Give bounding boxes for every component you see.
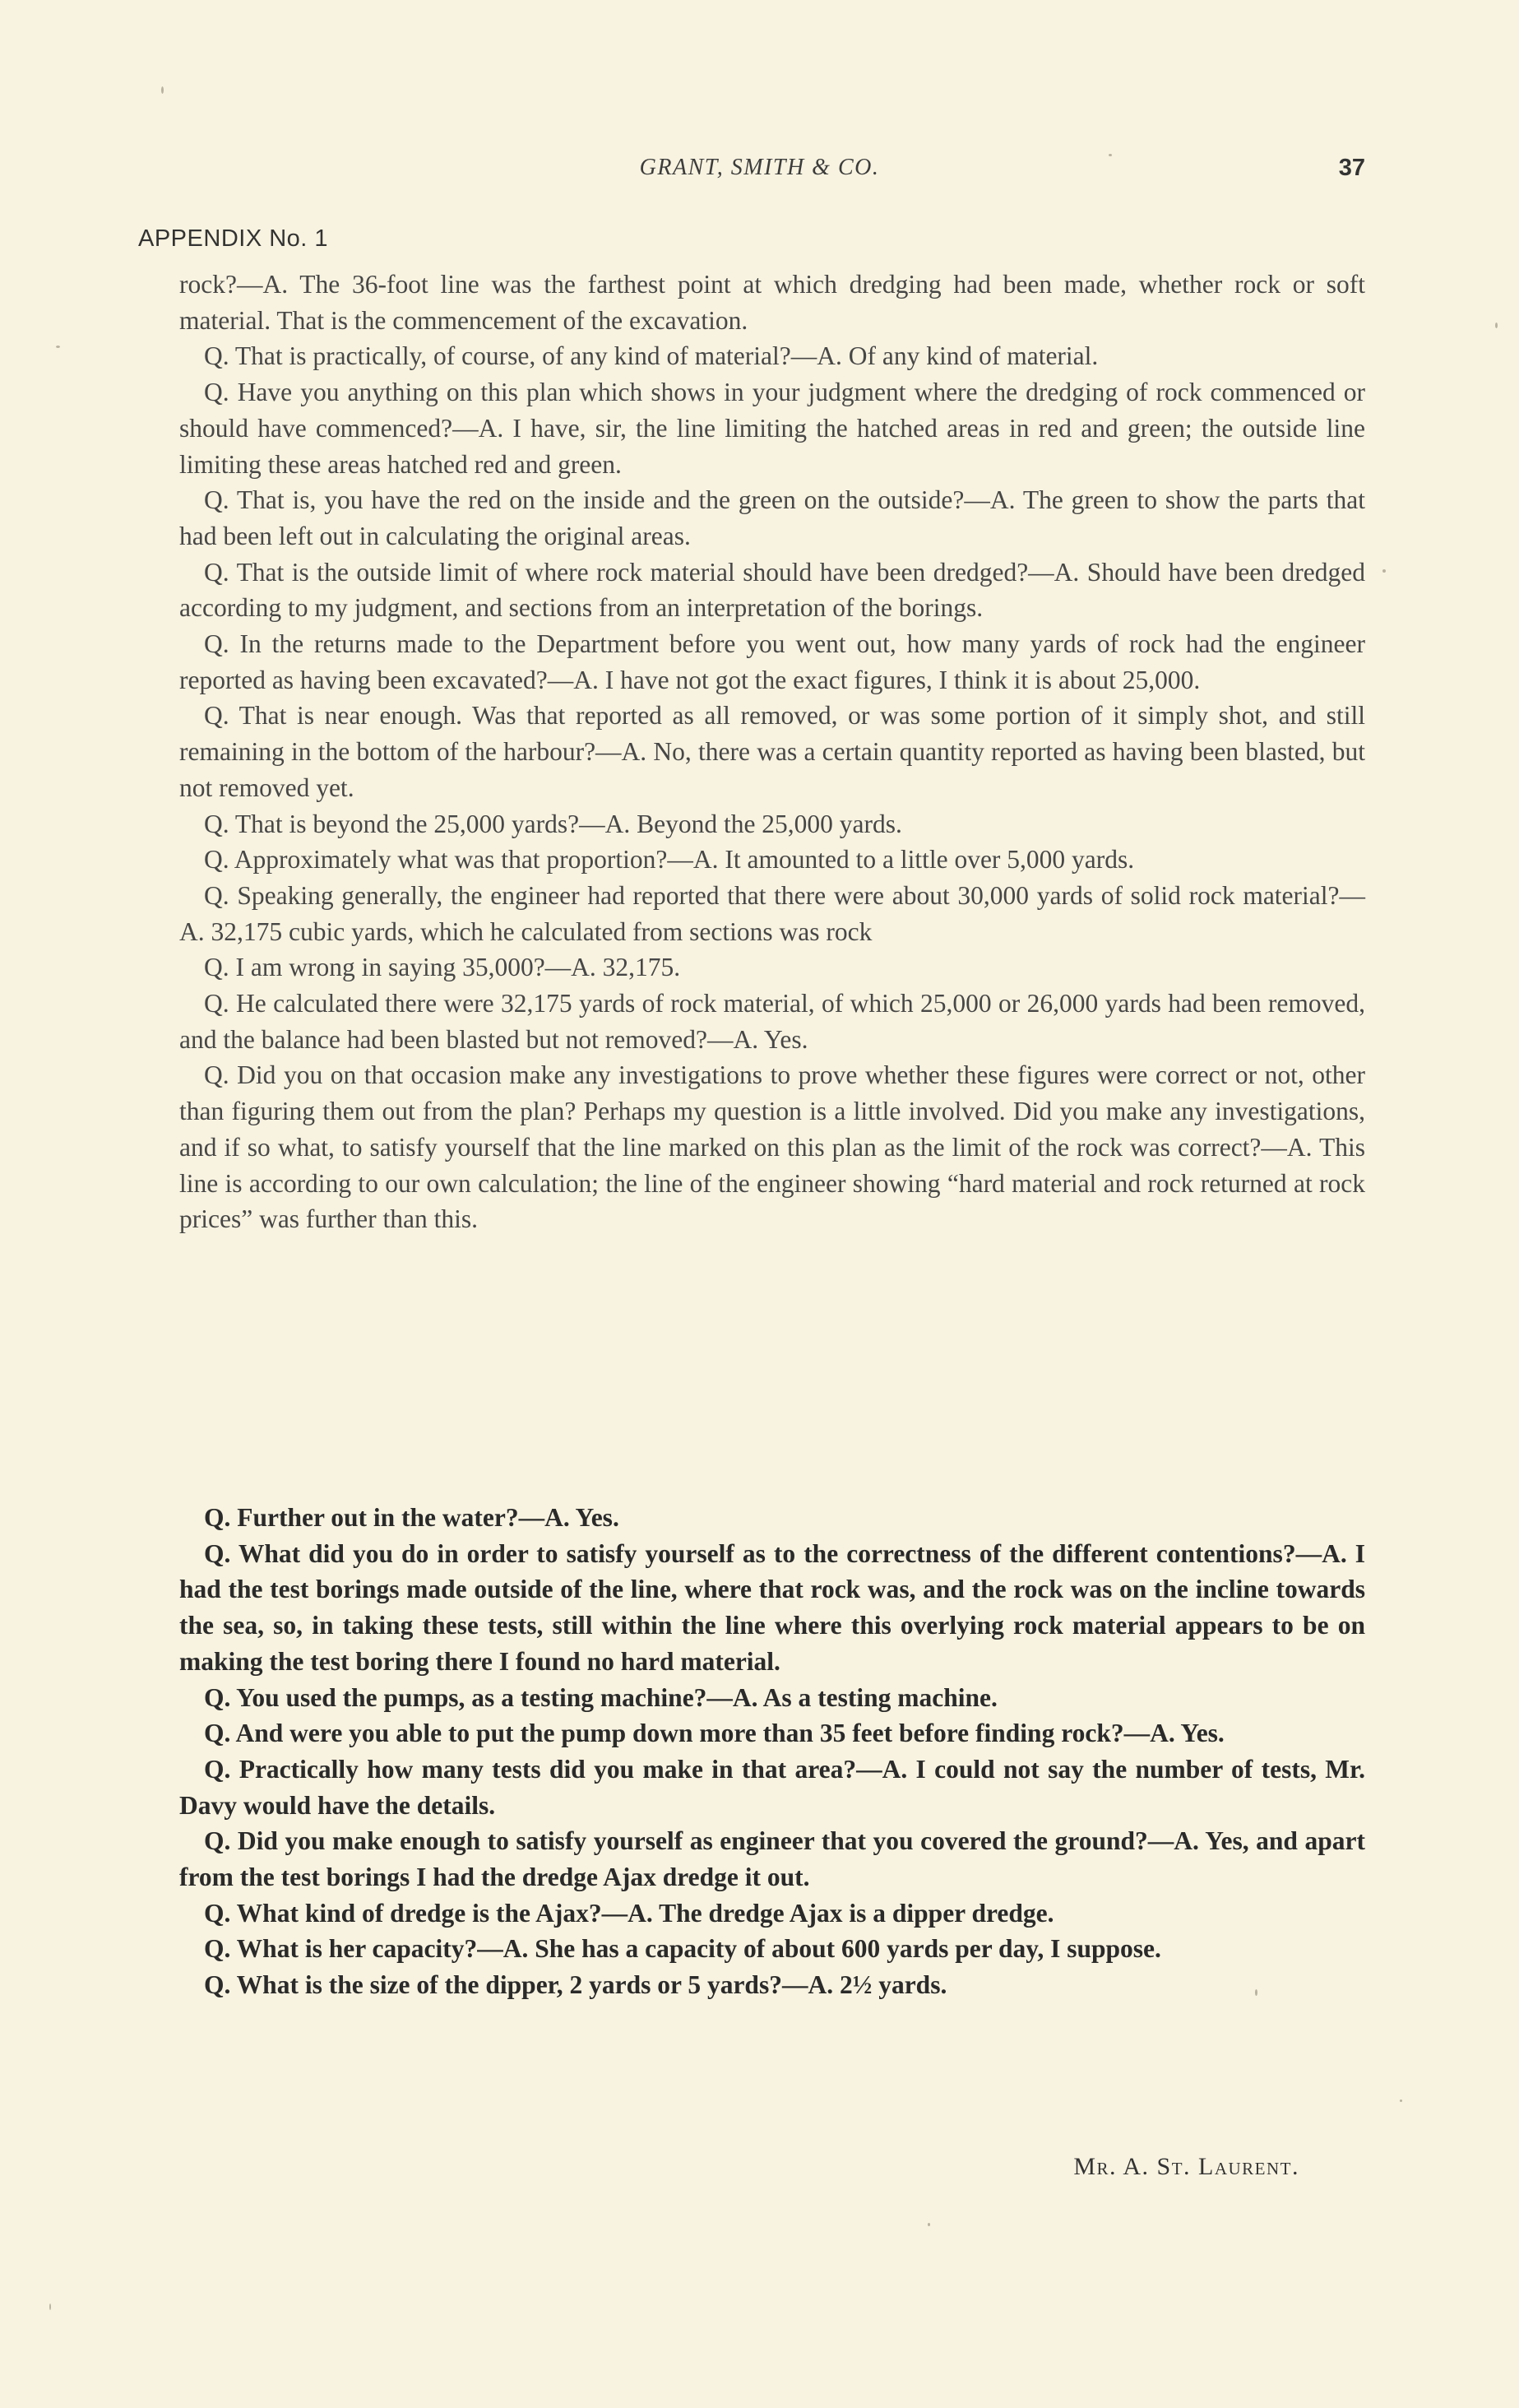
paper-speck [56, 346, 60, 348]
paper-speck [161, 86, 164, 94]
paper-speck [1400, 2099, 1402, 2102]
paragraph: Q. You used the pumps, as a testing machine?—A. As a testing machine. [204, 1682, 998, 1712]
running-header [0, 155, 1519, 188]
paragraph: Q. That is, you have the red on the inside and the green on the outside?—A. The green to show the parts that had been left out in calculating the original areas. [179, 485, 1365, 550]
paragraph: Q. That is the outside limit of where rock material should have been dredged?—A. Should have been dredged according to my judgment, and sections from an interpretation of the borings. [179, 557, 1365, 623]
paragraph: Q. Approximately what was that proportion?—A. It amounted to a little over 5,000 yards. [204, 845, 1135, 875]
paper-speck [928, 2223, 930, 2226]
paragraph: Q. Did you make enough to satisfy yourself as engineer that you covered the ground?—A. Yes, and apart from the test borings I had the dredge Ajax dredge it out. [179, 1826, 1365, 1892]
paper-speck [1495, 322, 1498, 328]
paragraph: Q. What kind of dredge is the Ajax?—A. The dredge Ajax is a dipper dredge. [204, 1898, 1054, 1928]
paragraph: Q. Speaking generally, the engineer had reported that there were about 30,000 yards of solid rock material?—A. 32,175 cubic yards, which he calculated from sections was rock [179, 880, 1365, 946]
paragraph: Q. Practically how many tests did you make in that area?—A. I could not say the number of tests, Mr. Davy would have the details. [179, 1754, 1365, 1820]
paragraph: Q. What is her capacity?—A. She has a capacity of about 600 yards per day, I suppose. [204, 1934, 1161, 1964]
paragraph: Q. Further out in the water?—A. Yes. [204, 1503, 619, 1532]
paragraph: Q. What is the size of the dipper, 2 yards or 5 yards?—A. 2½ yards. [204, 1970, 947, 2000]
paragraph: Q. That is beyond the 25,000 yards?—A. Beyond the 25,000 yards. [204, 809, 902, 838]
paper-speck [1109, 154, 1112, 156]
witness-signature: Mr. A. St. Laurent. [1073, 2153, 1299, 2180]
appendix-label: APPENDIX No. 1 [138, 225, 329, 252]
page-number: 37 [1338, 155, 1365, 181]
testimony-body-bold [179, 1500, 1365, 2003]
paragraph: Q. In the returns made to the Department before you went out, how many yards of rock had the engineer reported as having been excavated?—A. I have not got the exact figures, I think it is about 25,000. [179, 629, 1365, 694]
paragraph: Q. What did you do in order to satisfy yourself as to the correctness of the different contentions?—A. I had the test borings made outside of the line, where that rock was, and the rock was on the incline towards the sea, so, in taking these tests, still within the line where this overlying rock material appears to be on making the test boring there I found no hard material. [179, 1538, 1365, 1676]
paragraph: Q. I am wrong in saying 35,000?—A. 32,175. [204, 953, 681, 982]
paragraph: Q. Have you anything on this plan which shows in your judgment where the dredging of rock commenced or should have commenced?—A. I have, sir, the line limiting the hatched areas in red and green; the outside line limiting these areas hatched red and green. [179, 378, 1365, 479]
paragraph: Q. And were you able to put the pump down more than 35 feet before finding rock?—A. Yes. [204, 1719, 1225, 1748]
paper-speck [49, 2304, 51, 2310]
paper-speck [1255, 1989, 1257, 1996]
running-title: GRANT, SMITH & CO. [639, 155, 880, 180]
testimony-body-regular [179, 267, 1365, 1237]
paragraph: Q. He calculated there were 32,175 yards of rock material, of which 25,000 or 26,000 yards had been removed, and the balance had been blasted but not removed?—A. Yes. [179, 989, 1365, 1054]
paragraph: Q. That is near enough. Was that reported as all removed, or was some portion of it simply shot, and still remaining in the bottom of the harbour?—A. No, there was a certain quantity reported as having been blasted, but not removed yet. [179, 701, 1365, 802]
paragraph: Q. Did you on that occasion make any investigations to prove whether these figures were correct or not, other than figuring them out from the plan? Perhaps my question is a little involved. Did you make any investigations, and if so what, to satisfy yourself that the line marked on this plan as the limit of the rock was correct?—A. This line is according to our own calculation; the line of the engineer showing “hard material and rock returned at rock prices” was further than this. [179, 1060, 1365, 1234]
paragraph: Q. That is practically, of course, of any kind of material?—A. Of any kind of material. [204, 341, 1099, 371]
paper-speck [1382, 569, 1386, 573]
paragraph: rock?—A. The 36-foot line was the farthest point at which dredging had been made, whether rock or soft material. That is the commencement of the excavation. [179, 270, 1365, 335]
